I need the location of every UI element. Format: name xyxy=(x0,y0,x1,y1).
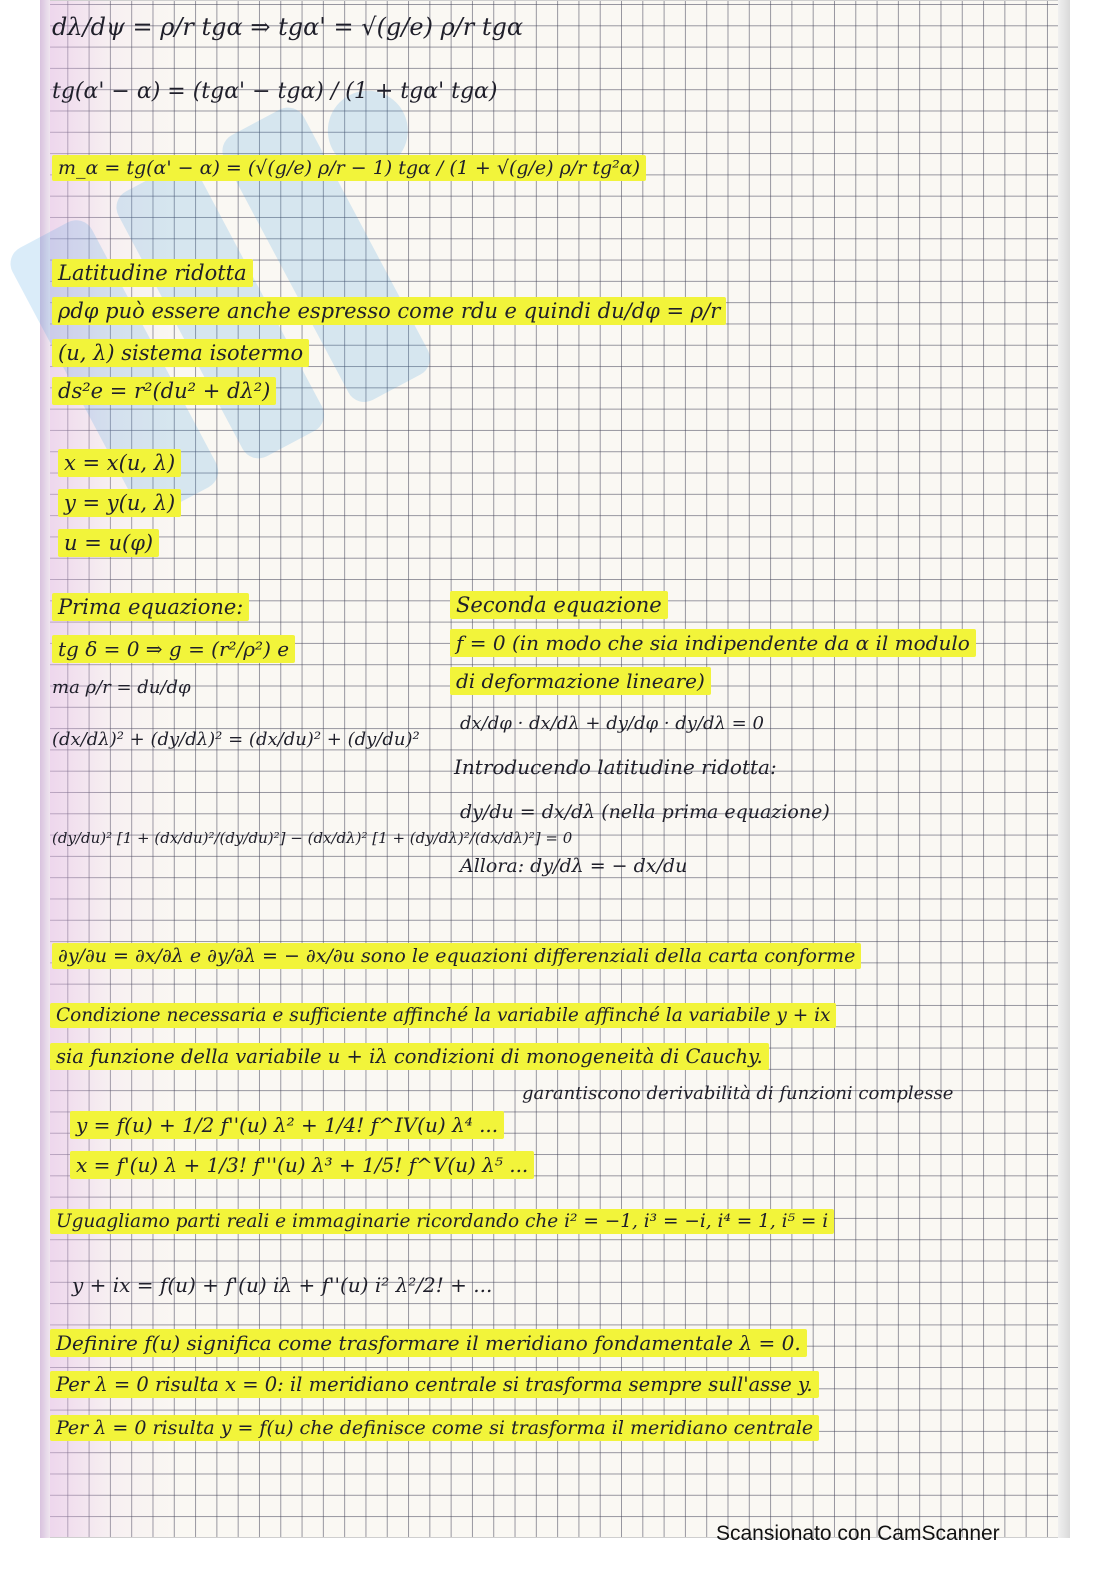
highlight: tg δ = 0 ⇒ g = (r²/ρ²) e xyxy=(52,635,295,663)
note-line: dy/du = dx/dλ (nella prima equazione) xyxy=(460,801,830,823)
note-line xyxy=(52,380,276,403)
highlight: ∂y/∂u = ∂x/∂λ e ∂y/∂λ = − ∂x/∂u sono le equazioni differenziali della carta conforme xyxy=(52,943,861,969)
highlight: Definire f(u) significa come trasformare il meridiano fondamentale λ = 0. xyxy=(50,1329,807,1357)
note-line xyxy=(52,946,861,967)
note-line xyxy=(52,158,646,179)
highlight: Per λ = 0 risulta x = 0: il meridiano centrale si trasforma sempre sull'asse y. xyxy=(50,1371,819,1398)
note-line xyxy=(58,452,181,475)
note-line xyxy=(450,670,711,692)
highlight: y = y(u, λ) xyxy=(58,489,181,517)
page-right-edge xyxy=(1058,0,1070,1538)
note-line: garantiscono derivabilità di funzioni complesse xyxy=(522,1083,954,1104)
note-line: Introducendo latitudine ridotta: xyxy=(454,755,777,779)
highlight: Latitudine ridotta xyxy=(52,259,253,287)
highlight: m_α = tg(α' − α) = (√(g/e) ρ/r − 1) tgα / (1 + √(g/e) ρ/r tg²α) xyxy=(52,155,646,181)
highlight: x = x(u, λ) xyxy=(58,449,181,477)
note-line: ma ρ/r = du/dφ xyxy=(52,677,191,698)
note-line xyxy=(50,1046,769,1067)
note-line xyxy=(50,1332,807,1354)
note-line: y + ix = f(u) + f'(u) iλ + f''(u) i² λ²/2! + ... xyxy=(72,1273,493,1297)
note-line xyxy=(50,1006,836,1026)
highlight: y = f(u) + 1/2 f''(u) λ² + 1/4! f^IV(u) λ⁴ ... xyxy=(70,1111,504,1139)
highlight: sia funzione della variabile u + iλ condizioni di monogeneità di Cauchy. xyxy=(50,1043,769,1070)
note-line xyxy=(450,632,976,654)
highlight: Uguagliamo parti reali e immaginarie ricordando che i² = −1, i³ = −i, i⁴ = 1, i⁵ = i xyxy=(50,1209,834,1234)
highlight: Prima equazione: xyxy=(52,593,249,621)
note-line xyxy=(52,300,726,323)
note-line xyxy=(70,1114,504,1136)
highlight: ρdφ può essere anche espresso come rdu e quindi du/dφ = ρ/r xyxy=(52,297,726,325)
section-title xyxy=(52,262,253,285)
highlight: ds²e = r²(du² + dλ²) xyxy=(52,377,276,405)
section-title xyxy=(450,594,668,617)
note-line: Allora: dy/dλ = − dx/du xyxy=(460,855,688,877)
note-line: (dx/dλ)² + (dy/dλ)² = (dx/du)² + (dy/du)² xyxy=(52,729,420,750)
note-line xyxy=(50,1212,834,1232)
highlight: Per λ = 0 risulta y = f(u) che definisce come si trasforma il meridiano centrale xyxy=(50,1415,819,1441)
note-line xyxy=(58,532,159,555)
highlight: (u, λ) sistema isotermo xyxy=(52,339,309,367)
note-line xyxy=(52,342,309,365)
note-line xyxy=(70,1154,534,1176)
highlight: f = 0 (in modo che sia indipendente da α il modulo xyxy=(450,629,976,657)
highlight: u = u(φ) xyxy=(58,529,159,557)
note-line: (dy/du)² [1 + (dx/du)²/(dy/du)²] − (dx/dλ)² [1 + (dy/dλ)²/(dx/dλ)²] = 0 xyxy=(52,829,573,847)
highlight: Condizione necessaria e sufficiente affinché la variabile affinché la variabile y + ix xyxy=(50,1003,836,1028)
note-line xyxy=(52,638,295,660)
highlight: Seconda equazione xyxy=(450,591,668,619)
section-title xyxy=(52,596,249,619)
note-line: dx/dφ · dx/dλ + dy/dφ · dy/dλ = 0 xyxy=(460,713,764,734)
note-line: tg(α' − α) = (tgα' − tgα) / (1 + tgα' tgα) xyxy=(52,79,498,104)
note-line xyxy=(50,1374,819,1395)
note-line xyxy=(50,1418,819,1439)
highlight: di deformazione lineare) xyxy=(450,667,711,695)
note-line: dλ/dψ = ρ/r tgα ⇒ tgα' = √(g/e) ρ/r tgα xyxy=(52,13,524,41)
note-line xyxy=(58,492,181,515)
highlight: x = f'(u) λ + 1/3! f'''(u) λ³ + 1/5! f^V(u) λ⁵ ... xyxy=(70,1151,534,1179)
scanner-footer: Scansionato con CamScanner xyxy=(716,1522,1000,1545)
